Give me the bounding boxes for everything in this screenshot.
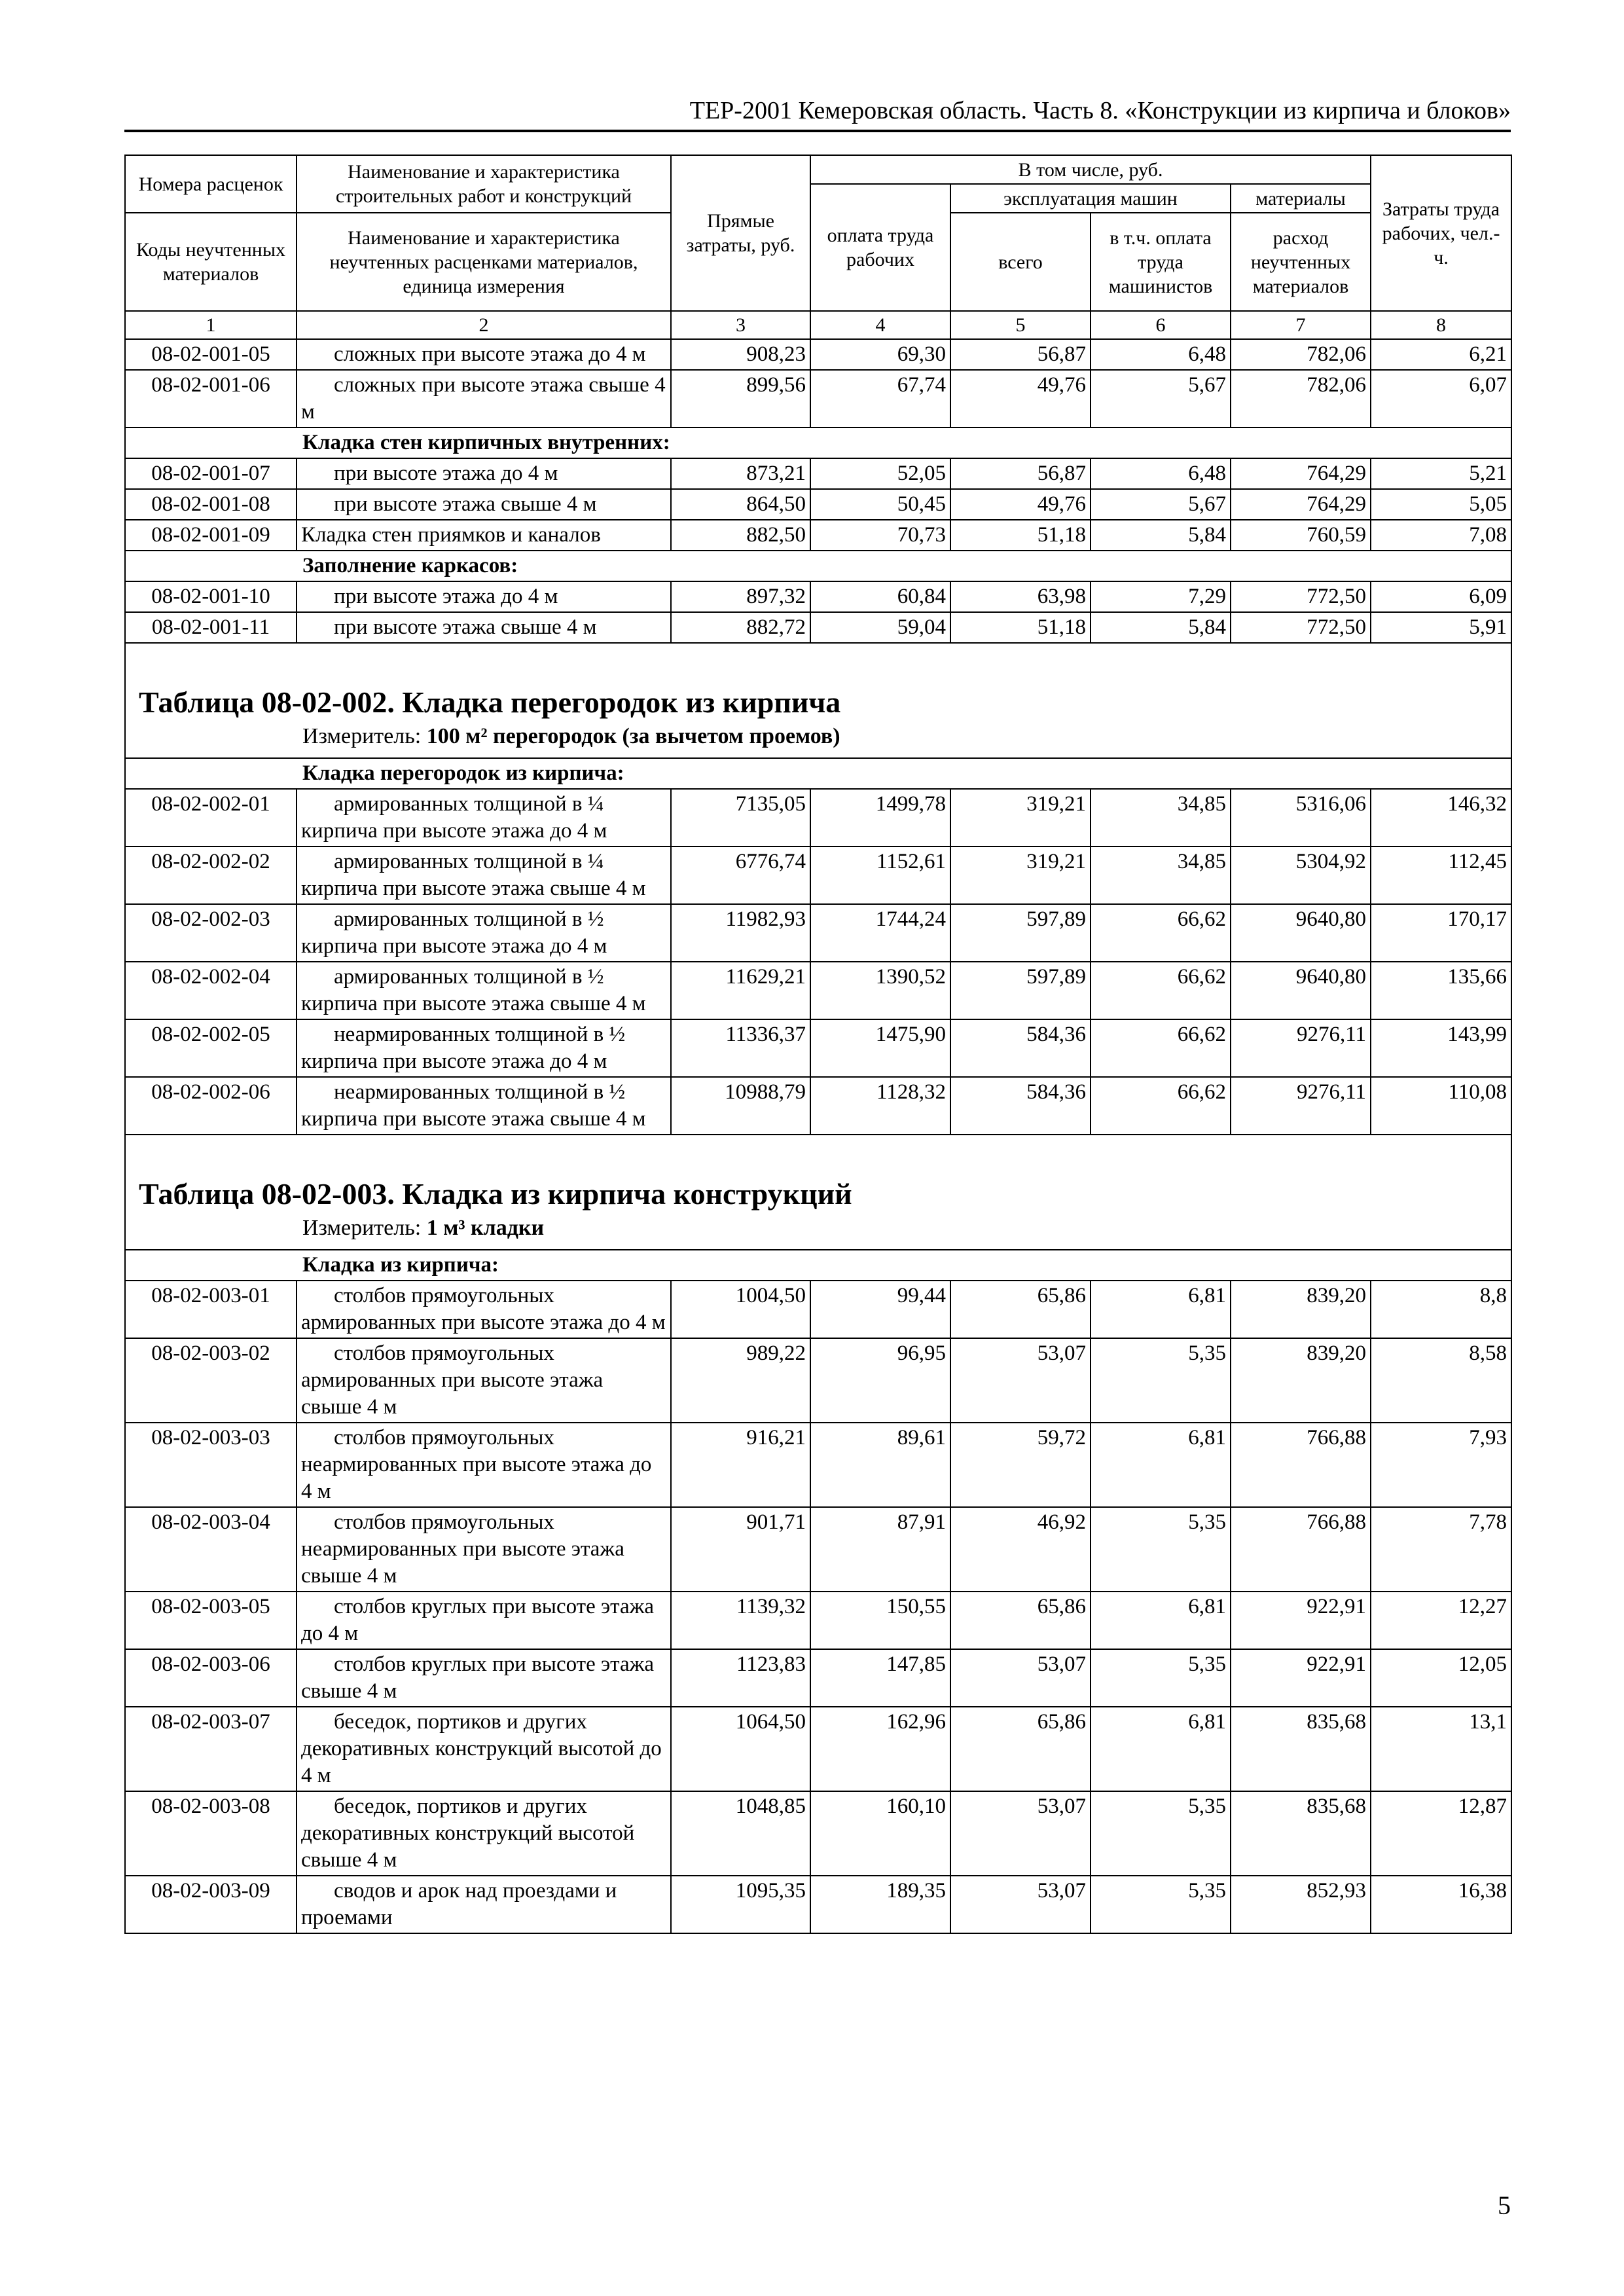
section-heading: Кладка стен кирпичных внутренних: xyxy=(125,428,1511,458)
value-machines: 584,36 xyxy=(950,1077,1091,1135)
value-labor: 8,8 xyxy=(1371,1281,1511,1338)
rate-name: Кладка стен приямков и каналов xyxy=(297,520,671,551)
rate-name: армированных толщиной в ¼ кирпича при высоте этажа до 4 м xyxy=(297,789,671,847)
rate-code: 08-02-001-08 xyxy=(125,489,297,520)
value-materials: 922,91 xyxy=(1231,1649,1371,1707)
rate-name: столбов круглых при высоте этажа свыше 4 м xyxy=(297,1649,671,1707)
table-row xyxy=(125,612,1511,643)
value-pay: 70,73 xyxy=(810,520,950,551)
value-materials: 764,29 xyxy=(1231,489,1371,520)
header-unaccounted-codes: Коды неучтенных материалов xyxy=(125,213,297,311)
value-pay: 60,84 xyxy=(810,581,950,612)
column-number: 3 xyxy=(671,311,810,339)
value-machines: 53,07 xyxy=(950,1876,1091,1933)
value-pay: 69,30 xyxy=(810,339,950,370)
table-title-row xyxy=(125,1135,1511,1250)
value-machines: 56,87 xyxy=(950,458,1091,489)
value-pay: 50,45 xyxy=(810,489,950,520)
rate-code: 08-02-002-06 xyxy=(125,1077,297,1135)
value-materials: 835,68 xyxy=(1231,1791,1371,1876)
section-row xyxy=(125,428,1511,458)
value-machinists: 6,81 xyxy=(1091,1592,1231,1649)
table-row xyxy=(125,904,1511,962)
value-machines: 56,87 xyxy=(950,339,1091,370)
value-direct: 916,21 xyxy=(671,1423,810,1507)
value-pay: 52,05 xyxy=(810,458,950,489)
table-row xyxy=(125,1649,1511,1707)
table-title: Таблица 08-02-003. Кладка из кирпича конструкций xyxy=(139,1177,852,1211)
value-pay: 1152,61 xyxy=(810,847,950,904)
rate-code: 08-02-003-08 xyxy=(125,1791,297,1876)
value-labor: 12,27 xyxy=(1371,1592,1511,1649)
rate-code: 08-02-003-02 xyxy=(125,1338,297,1423)
value-pay: 160,10 xyxy=(810,1791,950,1876)
value-materials: 9276,11 xyxy=(1231,1019,1371,1077)
value-direct: 899,56 xyxy=(671,370,810,428)
table-row xyxy=(125,962,1511,1019)
column-number: 6 xyxy=(1091,311,1231,339)
table-row xyxy=(125,1707,1511,1791)
header-unaccounted-name: Наименование и характеристика неучтенных расценками материалов, единица измерения xyxy=(297,213,671,311)
value-labor: 135,66 xyxy=(1371,962,1511,1019)
value-materials: 766,88 xyxy=(1231,1507,1371,1592)
table-row xyxy=(125,1338,1511,1423)
rate-code: 08-02-001-07 xyxy=(125,458,297,489)
value-machinists: 6,81 xyxy=(1091,1423,1231,1507)
value-materials: 772,50 xyxy=(1231,581,1371,612)
header-direct-costs: Прямые затраты, руб. xyxy=(671,155,810,311)
section-row xyxy=(125,758,1511,789)
rate-code: 08-02-001-05 xyxy=(125,339,297,370)
value-pay: 1128,32 xyxy=(810,1077,950,1135)
table-row xyxy=(125,1507,1511,1592)
value-pay: 147,85 xyxy=(810,1649,950,1707)
value-materials: 839,20 xyxy=(1231,1338,1371,1423)
value-labor: 6,07 xyxy=(1371,370,1511,428)
table-row xyxy=(125,1077,1511,1135)
value-machines: 53,07 xyxy=(950,1649,1091,1707)
value-direct: 11982,93 xyxy=(671,904,810,962)
value-labor: 5,91 xyxy=(1371,612,1511,643)
value-materials: 9276,11 xyxy=(1231,1077,1371,1135)
table-row xyxy=(125,1791,1511,1876)
header-machinist-pay: в т.ч. оплата труда машинистов xyxy=(1091,213,1231,311)
table-title-row xyxy=(125,643,1511,758)
value-pay: 1744,24 xyxy=(810,904,950,962)
value-direct: 897,32 xyxy=(671,581,810,612)
value-machines: 51,18 xyxy=(950,520,1091,551)
rate-name: армированных толщиной в ½ кирпича при высоте этажа свыше 4 м xyxy=(297,962,671,1019)
value-direct: 11336,37 xyxy=(671,1019,810,1077)
value-labor: 13,1 xyxy=(1371,1707,1511,1791)
value-pay: 89,61 xyxy=(810,1423,950,1507)
value-materials: 9640,80 xyxy=(1231,962,1371,1019)
value-direct: 873,21 xyxy=(671,458,810,489)
value-labor: 7,78 xyxy=(1371,1507,1511,1592)
rate-code: 08-02-002-05 xyxy=(125,1019,297,1077)
rate-code: 08-02-003-06 xyxy=(125,1649,297,1707)
rates-table-body xyxy=(125,155,1511,1933)
table-title-cell xyxy=(125,643,1511,758)
value-machinists: 5,35 xyxy=(1091,1338,1231,1423)
rate-code: 08-02-003-04 xyxy=(125,1507,297,1592)
value-direct: 1048,85 xyxy=(671,1791,810,1876)
value-pay: 99,44 xyxy=(810,1281,950,1338)
page-number: 5 xyxy=(1498,2191,1511,2220)
column-number: 1 xyxy=(125,311,297,339)
table-row xyxy=(125,489,1511,520)
rate-name: беседок, портиков и других декоративных конструкций высотой свыше 4 м xyxy=(297,1791,671,1876)
value-machines: 53,07 xyxy=(950,1338,1091,1423)
value-machinists: 5,84 xyxy=(1091,612,1231,643)
value-machines: 584,36 xyxy=(950,1019,1091,1077)
value-labor: 6,21 xyxy=(1371,339,1511,370)
header-including: В том числе, руб. xyxy=(810,155,1371,184)
column-number-row xyxy=(125,311,1511,339)
meter-label: Измеритель: xyxy=(302,724,422,748)
rate-code: 08-02-001-11 xyxy=(125,612,297,643)
value-pay: 87,91 xyxy=(810,1507,950,1592)
table-row xyxy=(125,339,1511,370)
rate-code: 08-02-002-02 xyxy=(125,847,297,904)
rate-code: 08-02-002-01 xyxy=(125,789,297,847)
value-labor: 7,93 xyxy=(1371,1423,1511,1507)
value-machines: 59,72 xyxy=(950,1423,1091,1507)
section-heading: Кладка из кирпича: xyxy=(125,1250,1511,1281)
table-row xyxy=(125,370,1511,428)
rate-name: столбов прямоугольных армированных при высоте этажа до 4 м xyxy=(297,1281,671,1338)
value-direct: 882,50 xyxy=(671,520,810,551)
value-machinists: 7,29 xyxy=(1091,581,1231,612)
header-rule xyxy=(124,130,1511,132)
value-pay: 67,74 xyxy=(810,370,950,428)
value-labor: 170,17 xyxy=(1371,904,1511,962)
table-title: Таблица 08-02-002. Кладка перегородок из кирпича xyxy=(139,685,841,719)
value-labor: 110,08 xyxy=(1371,1077,1511,1135)
value-materials: 782,06 xyxy=(1231,370,1371,428)
table-row xyxy=(125,847,1511,904)
value-machinists: 66,62 xyxy=(1091,962,1231,1019)
value-direct: 901,71 xyxy=(671,1507,810,1592)
value-direct: 882,72 xyxy=(671,612,810,643)
rate-name: столбов прямоугольных неармированных при высоте этажа свыше 4 м xyxy=(297,1507,671,1592)
rate-name: неармированных толщиной в ½ кирпича при высоте этажа до 4 м xyxy=(297,1019,671,1077)
rate-name: армированных толщиной в ¼ кирпича при высоте этажа свыше 4 м xyxy=(297,847,671,904)
value-machinists: 5,67 xyxy=(1091,489,1231,520)
value-materials: 782,06 xyxy=(1231,339,1371,370)
value-direct: 10988,79 xyxy=(671,1077,810,1135)
rate-name: сводов и арок над проездами и проемами xyxy=(297,1876,671,1933)
value-direct: 7135,05 xyxy=(671,789,810,847)
rate-code: 08-02-003-01 xyxy=(125,1281,297,1338)
table-title-cell xyxy=(125,1135,1511,1250)
table-row xyxy=(125,458,1511,489)
rate-code: 08-02-001-09 xyxy=(125,520,297,551)
value-machines: 63,98 xyxy=(950,581,1091,612)
header-machine-operation: эксплуатация машин xyxy=(950,184,1231,213)
value-machines: 53,07 xyxy=(950,1791,1091,1876)
header-row-1 xyxy=(125,155,1511,184)
value-labor: 143,99 xyxy=(1371,1019,1511,1077)
value-materials: 760,59 xyxy=(1231,520,1371,551)
rate-code: 08-02-002-03 xyxy=(125,904,297,962)
value-direct: 1004,50 xyxy=(671,1281,810,1338)
value-machines: 51,18 xyxy=(950,612,1091,643)
value-machines: 65,86 xyxy=(950,1592,1091,1649)
column-number: 5 xyxy=(950,311,1091,339)
value-pay: 1475,90 xyxy=(810,1019,950,1077)
column-number: 4 xyxy=(810,311,950,339)
value-labor: 5,05 xyxy=(1371,489,1511,520)
value-materials: 852,93 xyxy=(1231,1876,1371,1933)
table-row xyxy=(125,1876,1511,1933)
value-machinists: 6,81 xyxy=(1091,1281,1231,1338)
rates-table xyxy=(124,155,1512,1934)
header-labor-costs: Затраты труда рабочих, чел.-ч. xyxy=(1371,155,1511,311)
section-heading: Кладка перегородок из кирпича: xyxy=(125,758,1511,789)
value-machinists: 66,62 xyxy=(1091,1019,1231,1077)
value-machinists: 34,85 xyxy=(1091,847,1231,904)
rate-code: 08-02-003-03 xyxy=(125,1423,297,1507)
rate-name: сложных при высоте этажа до 4 м xyxy=(297,339,671,370)
value-direct: 908,23 xyxy=(671,339,810,370)
rate-name: неармированных толщиной в ½ кирпича при высоте этажа свыше 4 м xyxy=(297,1077,671,1135)
rate-name: сложных при высоте этажа свыше 4 м xyxy=(297,370,671,428)
rate-code: 08-02-003-07 xyxy=(125,1707,297,1791)
value-direct: 989,22 xyxy=(671,1338,810,1423)
meter-value: 1 м³ кладки xyxy=(426,1216,545,1240)
value-machines: 319,21 xyxy=(950,789,1091,847)
rates-table-container xyxy=(124,155,1511,1934)
value-machines: 46,92 xyxy=(950,1507,1091,1592)
column-number: 7 xyxy=(1231,311,1371,339)
value-materials: 772,50 xyxy=(1231,612,1371,643)
value-machines: 319,21 xyxy=(950,847,1091,904)
value-labor: 112,45 xyxy=(1371,847,1511,904)
value-labor: 16,38 xyxy=(1371,1876,1511,1933)
value-machinists: 66,62 xyxy=(1091,1077,1231,1135)
value-machines: 597,89 xyxy=(950,962,1091,1019)
value-machinists: 6,48 xyxy=(1091,339,1231,370)
rate-name: при высоте этажа свыше 4 м xyxy=(297,612,671,643)
value-machinists: 5,35 xyxy=(1091,1791,1231,1876)
value-machinists: 5,84 xyxy=(1091,520,1231,551)
value-labor: 12,87 xyxy=(1371,1791,1511,1876)
value-materials: 835,68 xyxy=(1231,1707,1371,1791)
value-machinists: 6,48 xyxy=(1091,458,1231,489)
value-materials: 839,20 xyxy=(1231,1281,1371,1338)
header-unaccounted-materials: расход неучтенных материалов xyxy=(1231,213,1371,311)
value-direct: 864,50 xyxy=(671,489,810,520)
value-materials: 766,88 xyxy=(1231,1423,1371,1507)
value-materials: 764,29 xyxy=(1231,458,1371,489)
value-materials: 922,91 xyxy=(1231,1592,1371,1649)
meter-label: Измеритель: xyxy=(302,1216,422,1240)
value-labor: 8,58 xyxy=(1371,1338,1511,1423)
value-machinists: 6,81 xyxy=(1091,1707,1231,1791)
rate-name: столбов прямоугольных армированных при высоте этажа свыше 4 м xyxy=(297,1338,671,1423)
document-header-title: ТЕР-2001 Кемеровская область. Часть 8. «Конструкции из кирпича и блоков» xyxy=(689,97,1511,124)
value-pay: 162,96 xyxy=(810,1707,950,1791)
header-worker-pay: оплата труда рабочих xyxy=(810,184,950,311)
value-pay: 96,95 xyxy=(810,1338,950,1423)
table-row xyxy=(125,1281,1511,1338)
value-pay: 1390,52 xyxy=(810,962,950,1019)
value-machines: 65,86 xyxy=(950,1707,1091,1791)
table-row xyxy=(125,1592,1511,1649)
value-machinists: 5,67 xyxy=(1091,370,1231,428)
header-work-name: Наименование и характеристика строительных работ и конструкций xyxy=(297,155,671,213)
rate-code: 08-02-003-09 xyxy=(125,1876,297,1933)
value-machines: 65,86 xyxy=(950,1281,1091,1338)
value-machines: 49,76 xyxy=(950,370,1091,428)
value-direct: 11629,21 xyxy=(671,962,810,1019)
value-machinists: 5,35 xyxy=(1091,1876,1231,1933)
header-rate-numbers: Номера расценок xyxy=(125,155,297,213)
value-labor: 6,09 xyxy=(1371,581,1511,612)
value-pay: 150,55 xyxy=(810,1592,950,1649)
value-machinists: 5,35 xyxy=(1091,1649,1231,1707)
value-materials: 5316,06 xyxy=(1231,789,1371,847)
value-materials: 9640,80 xyxy=(1231,904,1371,962)
value-direct: 1123,83 xyxy=(671,1649,810,1707)
section-heading: Заполнение каркасов: xyxy=(125,551,1511,581)
rate-code: 08-02-001-10 xyxy=(125,581,297,612)
value-direct: 1064,50 xyxy=(671,1707,810,1791)
column-number: 2 xyxy=(297,311,671,339)
value-labor: 146,32 xyxy=(1371,789,1511,847)
header-machines-total: всего xyxy=(950,213,1091,311)
value-pay: 189,35 xyxy=(810,1876,950,1933)
value-pay: 1499,78 xyxy=(810,789,950,847)
table-row xyxy=(125,581,1511,612)
value-labor: 12,05 xyxy=(1371,1649,1511,1707)
meter-value: 100 м² перегородок (за вычетом проемов) xyxy=(426,724,840,748)
rate-name: беседок, портиков и других декоративных конструкций высотой до 4 м xyxy=(297,1707,671,1791)
rate-name: при высоте этажа до 4 м xyxy=(297,581,671,612)
value-machinists: 66,62 xyxy=(1091,904,1231,962)
value-machinists: 34,85 xyxy=(1091,789,1231,847)
value-machines: 597,89 xyxy=(950,904,1091,962)
table-meter xyxy=(139,1214,1498,1243)
value-labor: 7,08 xyxy=(1371,520,1511,551)
rate-code: 08-02-003-05 xyxy=(125,1592,297,1649)
column-number: 8 xyxy=(1371,311,1511,339)
section-row xyxy=(125,551,1511,581)
value-direct: 1095,35 xyxy=(671,1876,810,1933)
rate-code: 08-02-001-06 xyxy=(125,370,297,428)
value-machines: 49,76 xyxy=(950,489,1091,520)
value-labor: 5,21 xyxy=(1371,458,1511,489)
value-pay: 59,04 xyxy=(810,612,950,643)
rate-name: столбов круглых при высоте этажа до 4 м xyxy=(297,1592,671,1649)
value-direct: 1139,32 xyxy=(671,1592,810,1649)
table-row xyxy=(125,520,1511,551)
rate-code: 08-02-002-04 xyxy=(125,962,297,1019)
table-row xyxy=(125,789,1511,847)
table-meter xyxy=(139,722,1498,751)
rate-name: при высоте этажа до 4 м xyxy=(297,458,671,489)
section-row xyxy=(125,1250,1511,1281)
value-machinists: 5,35 xyxy=(1091,1507,1231,1592)
value-materials: 5304,92 xyxy=(1231,847,1371,904)
rate-name: при высоте этажа свыше 4 м xyxy=(297,489,671,520)
rate-name: армированных толщиной в ½ кирпича при высоте этажа до 4 м xyxy=(297,904,671,962)
table-row xyxy=(125,1019,1511,1077)
rate-name: столбов прямоугольных неармированных при высоте этажа до 4 м xyxy=(297,1423,671,1507)
header-materials: материалы xyxy=(1231,184,1371,213)
value-direct: 6776,74 xyxy=(671,847,810,904)
table-row xyxy=(125,1423,1511,1507)
